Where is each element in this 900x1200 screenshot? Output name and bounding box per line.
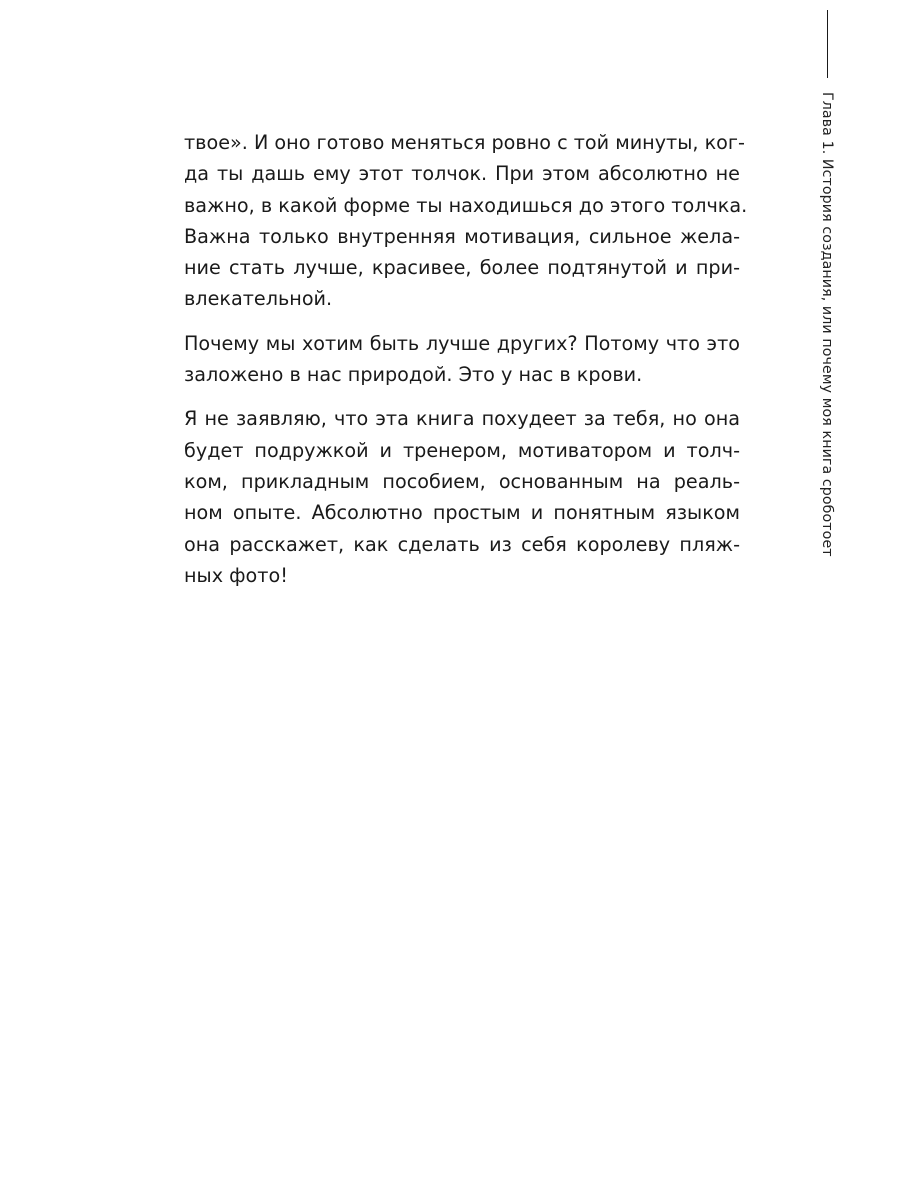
text-line: да ты дашь ему этот толчок. При этом абсолютно не xyxy=(184,162,740,186)
paragraph-1 xyxy=(184,127,748,315)
text-line: она расскажет, как сделать из себя королеву пляж- xyxy=(184,532,740,556)
paragraph-3 xyxy=(184,403,740,591)
text-line: влекательной. xyxy=(184,287,333,311)
header-rule xyxy=(827,10,828,78)
text-line: ном опыте. Абсолютно простым и понятным языком xyxy=(184,501,740,525)
body-text xyxy=(184,127,748,604)
text-line: Почему мы хотим быть лучше других? Потому что это xyxy=(184,331,740,355)
text-line: твое». И оно готово меняться ровно с той минуты, ког- xyxy=(184,131,745,154)
paragraph-2 xyxy=(184,328,740,391)
text-line: важно, в какой форме ты находишься до этого толчка. xyxy=(184,193,748,217)
text-line: заложено в нас природой. Это у нас в крови. xyxy=(184,363,643,387)
chapter-running-head: Глава 1. История создания, или почему моя книга сроботоет xyxy=(819,92,835,557)
text-line: будет подружкой и тренером, мотиватором и толч- xyxy=(184,438,740,462)
text-line: Важна только внутренняя мотивация, сильное жела- xyxy=(184,224,740,248)
text-line: ных фото! xyxy=(184,563,288,587)
text-line: ком, прикладным пособием, основанным на реаль- xyxy=(184,469,740,493)
text-line: Я не заявляю, что эта книга похудеет за тебя, но она xyxy=(184,407,740,431)
text-line: ние стать лучше, красивее, более подтянутой и при- xyxy=(184,256,740,280)
